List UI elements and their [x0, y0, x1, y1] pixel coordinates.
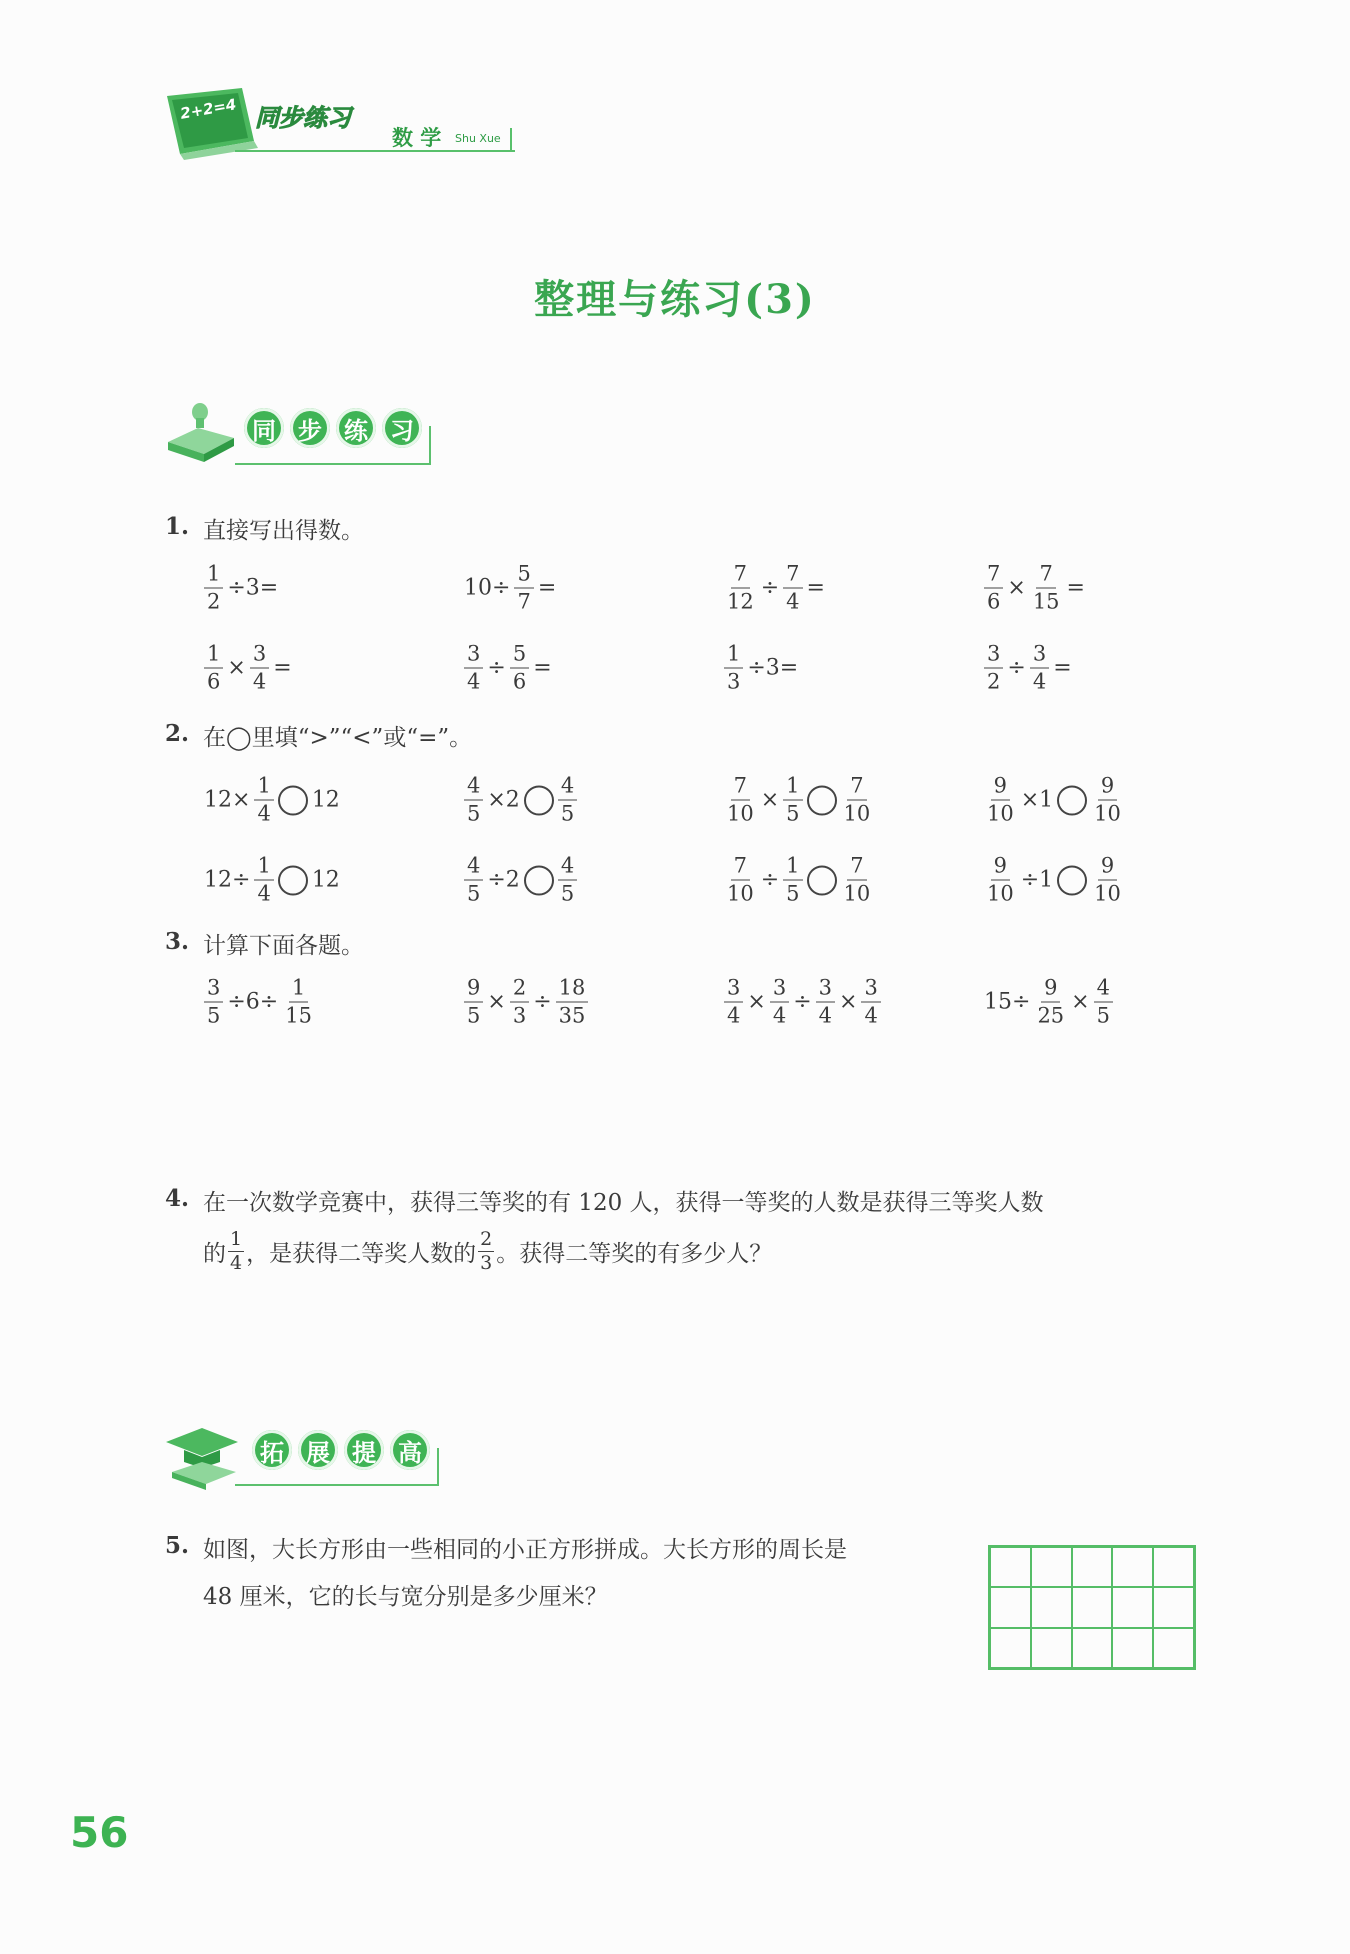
math-expression [982, 641, 1074, 694]
operator-text: 15÷ [984, 989, 1031, 1015]
denominator: 5 [467, 881, 481, 906]
question-number: 2. [165, 720, 190, 747]
fraction [984, 773, 1017, 826]
denominator: 5 [1096, 1003, 1110, 1028]
fraction [558, 773, 577, 826]
fraction [464, 641, 483, 694]
numerator: 9 [991, 856, 1010, 881]
brand-title: 同步练习 [255, 104, 351, 132]
math-expression [462, 561, 558, 614]
banner-char: 拓 [252, 1430, 292, 1470]
denominator: 5 [560, 801, 575, 826]
operator-text: × [1071, 989, 1090, 1015]
grid-cell [990, 1628, 1031, 1668]
operator-text: ÷3= [227, 575, 279, 601]
operator-text: 12 [311, 787, 340, 813]
denominator: 5 [560, 881, 575, 906]
fraction [724, 641, 743, 694]
operator-text: ÷3= [747, 655, 799, 681]
denominator: 4 [257, 881, 271, 906]
math-expression [982, 975, 1115, 1028]
fraction [770, 975, 789, 1028]
numerator: 1 [289, 978, 308, 1003]
denominator: 4 [230, 1252, 243, 1274]
fraction [984, 641, 1003, 694]
fraction [510, 641, 529, 694]
numerator: 18 [556, 978, 589, 1003]
numerator: 5 [514, 564, 533, 589]
math-expression [982, 853, 1126, 906]
comparison-circle-blank[interactable] [807, 785, 837, 815]
denominator: 4 [1032, 669, 1047, 694]
grid-cell [1153, 1587, 1194, 1627]
numerator: 1 [724, 644, 743, 669]
denominator: 10 [727, 881, 754, 906]
comparison-circle-blank[interactable] [278, 785, 308, 815]
grid-cell [1072, 1628, 1113, 1668]
numerator: 7 [1036, 564, 1055, 589]
denominator: 3 [480, 1252, 493, 1274]
math-expression [722, 975, 883, 1028]
fraction [254, 773, 273, 826]
fraction [783, 773, 802, 826]
banner-char: 步 [290, 408, 330, 448]
math-expression [722, 641, 800, 694]
denominator: 10 [987, 881, 1014, 906]
fraction [724, 853, 757, 906]
grid-cell [1112, 1628, 1153, 1668]
banner-char: 练 [336, 408, 376, 448]
fraction [1030, 561, 1063, 614]
numerator: 7 [783, 564, 802, 589]
fraction [841, 773, 874, 826]
grid-cell [990, 1547, 1031, 1587]
numerator: 5 [510, 644, 529, 669]
denominator: 15 [285, 1003, 312, 1028]
question-text: 在◯里填“>”“<”或“=”。 [203, 725, 473, 751]
numerator: 3 [724, 978, 743, 1003]
grid-cell [990, 1587, 1031, 1627]
comparison-circle-blank[interactable] [807, 865, 837, 895]
denominator: 15 [1032, 589, 1060, 614]
operator-text: × [1007, 575, 1026, 601]
text-segment: 的 [203, 1241, 226, 1267]
section-banner-sync [244, 408, 422, 448]
denominator: 10 [727, 801, 754, 826]
operator-text: = [273, 655, 292, 681]
operator-text: × [227, 655, 246, 681]
fraction [464, 975, 483, 1028]
numerator: 1 [783, 856, 802, 881]
fraction [204, 641, 223, 694]
numerator: 9 [1098, 856, 1117, 881]
banner-underline [235, 463, 431, 465]
math-expression [462, 641, 554, 694]
fraction [1091, 853, 1124, 906]
denominator: 5 [467, 801, 481, 826]
fraction [861, 975, 880, 1028]
denominator: 4 [467, 669, 481, 694]
numerator: 9 [464, 978, 483, 1003]
denominator: 2 [987, 669, 1001, 694]
grid-cell [1153, 1547, 1194, 1587]
denominator: 5 [467, 1003, 481, 1028]
operator-text: 10÷ [464, 575, 511, 601]
numerator: 3 [861, 978, 880, 1003]
fraction [556, 975, 589, 1028]
operator-text: ÷ [760, 867, 780, 893]
numerator: 3 [816, 978, 835, 1003]
math-expression [982, 561, 1087, 614]
denominator: 4 [818, 1003, 832, 1028]
fraction [254, 853, 273, 906]
operator-text: = [806, 575, 825, 601]
operator-text: = [533, 655, 552, 681]
denominator: 5 [786, 881, 800, 906]
rectangle-grid-figure [988, 1545, 1196, 1670]
grid-cell [1153, 1628, 1194, 1668]
numerator: 9 [991, 776, 1010, 801]
numerator: 7 [731, 564, 750, 589]
fraction [724, 975, 743, 1028]
math-expression [722, 773, 875, 826]
denominator: 5 [786, 801, 800, 826]
numerator: 4 [464, 856, 483, 881]
question-text: 计算下面各题。 [203, 933, 364, 959]
denominator: 10 [843, 801, 871, 826]
page-number: 56 [70, 1808, 129, 1857]
denominator: 6 [207, 669, 221, 694]
numerator: 1 [230, 1228, 243, 1250]
numerator: 3 [464, 644, 483, 669]
fraction [464, 853, 483, 906]
fraction [204, 975, 223, 1028]
operator-text: × [487, 989, 506, 1015]
numerator: 9 [1041, 978, 1060, 1003]
fraction [1094, 975, 1113, 1028]
fraction [514, 561, 533, 614]
fraction [1030, 641, 1049, 694]
question-text-line1: 如图，大长方形由一些相同的小正方形拼成。大长方形的周长是 [203, 1537, 847, 1563]
operator-text: 12 [311, 867, 340, 893]
question-text-line2: 48 厘米，它的长与宽分别是多少厘米？ [203, 1584, 608, 1610]
numerator: 3 [204, 978, 223, 1003]
header-divider-tick [510, 128, 512, 152]
question-text-line2 [203, 1230, 772, 1273]
denominator: 7 [517, 589, 531, 614]
fraction [510, 975, 529, 1028]
fraction [816, 975, 835, 1028]
denominator: 4 [252, 669, 267, 694]
operator-text: ÷ [533, 989, 552, 1015]
denominator: 6 [512, 669, 527, 694]
graduation-cap-icon [162, 1412, 242, 1492]
numerator: 7 [731, 776, 750, 801]
fraction [724, 773, 757, 826]
math-expression [202, 853, 342, 906]
math-expression [462, 853, 579, 906]
operator-text: ÷ [760, 575, 780, 601]
comparison-circle-blank[interactable] [524, 865, 554, 895]
grid-cell [1031, 1547, 1072, 1587]
question-text: 直接写出得数。 [203, 518, 364, 544]
grid-cell [1072, 1587, 1113, 1627]
numerator: 4 [1094, 978, 1113, 1003]
fraction [984, 853, 1017, 906]
operator-text: ÷ [1007, 655, 1026, 681]
denominator: 10 [1094, 801, 1121, 826]
numerator: 3 [984, 644, 1003, 669]
comparison-circle-blank[interactable] [278, 865, 308, 895]
banner-char: 高 [390, 1430, 430, 1470]
operator-text: = [537, 575, 557, 601]
question-number: 5. [165, 1532, 190, 1559]
operator-text: 12× [204, 787, 251, 813]
numerator: 1 [254, 856, 273, 881]
section-banner-extend [252, 1430, 430, 1470]
text-segment: 。获得二等奖的有多少人？ [496, 1241, 773, 1267]
fraction [841, 853, 874, 906]
fraction [724, 561, 757, 614]
banner-char: 提 [344, 1430, 384, 1470]
denominator: 4 [772, 1003, 787, 1028]
denominator: 25 [1037, 1003, 1065, 1028]
operator-text: = [1066, 575, 1085, 601]
math-expression [722, 561, 827, 614]
operator-text: 12÷ [204, 867, 251, 893]
denominator: 4 [864, 1003, 878, 1028]
operator-text: × [760, 787, 780, 813]
numerator: 1 [783, 776, 802, 801]
operator-text: × [747, 989, 766, 1015]
numerator: 3 [1030, 644, 1049, 669]
banner-tick [437, 1448, 439, 1485]
books-stack-icon [162, 392, 238, 468]
operator-text: = [1053, 655, 1072, 681]
brand-pinyin: Shu Xue [455, 132, 501, 145]
grid-cell [1112, 1547, 1153, 1587]
numerator: 4 [558, 776, 577, 801]
header-divider [235, 150, 515, 152]
operator-text: ×2 [487, 787, 520, 813]
numerator: 1 [204, 644, 223, 669]
math-expression [202, 641, 294, 694]
denominator: 3 [727, 669, 741, 694]
denominator: 4 [727, 1003, 741, 1028]
fraction [228, 1230, 244, 1273]
operator-text: ×1 [1020, 787, 1054, 813]
numerator: 3 [770, 978, 789, 1003]
operator-text: ÷ [793, 989, 812, 1015]
math-expression [202, 773, 342, 826]
denominator: 3 [512, 1003, 527, 1028]
fraction [783, 561, 802, 614]
grid-cell [1031, 1587, 1072, 1627]
numerator: 3 [250, 644, 269, 669]
operator-text: ÷ [487, 655, 506, 681]
fraction [282, 975, 315, 1028]
comparison-circle-blank[interactable] [1057, 865, 1087, 895]
denominator: 2 [207, 589, 221, 614]
badge-text: 2+2=4 [178, 95, 238, 123]
math-expression [462, 975, 590, 1028]
operator-text: ÷6÷ [227, 989, 279, 1015]
numerator: 7 [847, 776, 866, 801]
banner-char: 展 [298, 1430, 338, 1470]
fraction [1091, 773, 1124, 826]
fraction [204, 561, 223, 614]
operator-text: ÷2 [487, 867, 520, 893]
numerator: 4 [558, 856, 577, 881]
math-expression [722, 853, 875, 906]
brand-subject: 数 学 [392, 126, 442, 150]
math-expression [202, 975, 317, 1028]
question-number: 4. [165, 1185, 190, 1212]
fraction [1034, 975, 1067, 1028]
comparison-circle-blank[interactable] [1057, 785, 1087, 815]
denominator: 4 [257, 801, 271, 826]
question-text-line1: 在一次数学竞赛中，获得三等奖的有 120 人，获得一等奖的人数是获得三等奖人数 [203, 1190, 1044, 1216]
fraction [464, 773, 483, 826]
operator-text: ÷1 [1020, 867, 1054, 893]
text-segment: ，是获得二等奖人数的 [246, 1241, 477, 1267]
numerator: 7 [984, 564, 1003, 589]
denominator: 10 [843, 881, 871, 906]
denominator: 5 [207, 1003, 221, 1028]
banner-char: 习 [382, 408, 422, 448]
grid-cell [1031, 1628, 1072, 1668]
numerator: 1 [204, 564, 223, 589]
numerator: 9 [1098, 776, 1117, 801]
banner-tick [429, 426, 431, 464]
question-number: 3. [165, 928, 190, 955]
banner-char: 同 [244, 408, 284, 448]
denominator: 12 [727, 589, 754, 614]
fraction [783, 853, 802, 906]
numerator: 2 [480, 1228, 493, 1250]
comparison-circle-blank[interactable] [524, 785, 554, 815]
numerator: 7 [847, 856, 866, 881]
math-expression [462, 773, 579, 826]
numerator: 7 [731, 856, 750, 881]
denominator: 4 [786, 589, 800, 614]
fraction [558, 853, 577, 906]
numerator: 2 [510, 978, 529, 1003]
numerator: 1 [254, 776, 273, 801]
denominator: 10 [987, 801, 1014, 826]
fraction [984, 561, 1003, 614]
operator-text: × [839, 989, 858, 1015]
denominator: 10 [1094, 881, 1121, 906]
numerator: 4 [464, 776, 483, 801]
math-expression [982, 773, 1126, 826]
grid-cell [1112, 1587, 1153, 1627]
fraction [250, 641, 269, 694]
page-title: 整理与练习(3) [534, 276, 816, 323]
denominator: 35 [558, 1003, 586, 1028]
question-number: 1. [165, 513, 190, 540]
grid-cell [1072, 1547, 1113, 1587]
banner-underline [235, 1484, 439, 1486]
math-expression [202, 561, 280, 614]
fraction [478, 1230, 494, 1273]
denominator: 6 [987, 589, 1001, 614]
